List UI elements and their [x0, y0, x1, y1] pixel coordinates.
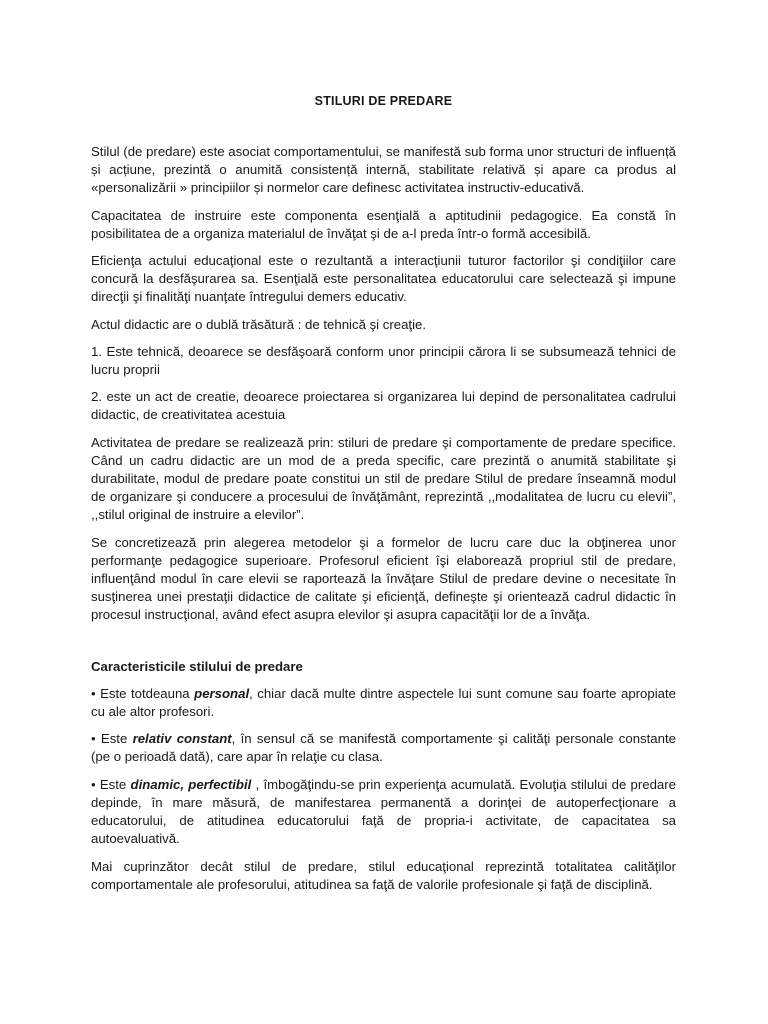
paragraph-point-two: 2. este un act de creatie, deoarece proiectarea si organizarea lui depind de personalitatea cadrului didactic, de creativitatea acestuia: [91, 389, 676, 423]
bullet-suffix: , în sensul că se manifestă comportamente şi calităţi personale constante (pe o perioadă dată), care apar în relaţie cu clasa.: [91, 731, 676, 765]
paragraph-educational-efficiency: Eficienţa actului educaţional este o rezultantă a interacţiunii tuturor factorilor şi condiţiilor care concură la desfăşurarea sa. Esenţială este personalitatea educatorului care selectează şi impune direcţii şi finalităţi nuanţate întregului demers educativ.: [91, 253, 676, 305]
bullet-prefix: • Este: [91, 731, 133, 747]
bullet-emphasis: dinamic, perfectibil: [130, 776, 252, 792]
bullet-suffix: , chiar dacă multe dintre aspectele lui sunt comune sau foarte apropiate cu ale altor profesori.: [91, 685, 676, 720]
bullet-item: [91, 730, 676, 766]
paragraph-point-one: 1. Este tehnică, deoarece se desfăşoară conform unor principii cărora li se subsumează tehnici de lucru proprii: [91, 343, 676, 378]
paragraph-instruction-capacity: Capacitatea de instruire este componenta esenţială a aptitudinii pedagogice. Ea constă în posibilitatea de a organiza materialul de învăţat şi de a-l preda într-o formă accesibilă.: [91, 207, 676, 241]
paragraph-concretization: Se concretizează prin alegerea metodelor şi a formelor de lucru care duc la obţinerea unor performanţe pedagogice superioare. Profesorul eficient îşi elaborează propriul stil de predare, influenţând modul în care elevii se raportează la învăţare Stilul de predare devine o necesitate în susţinerea unei prestaţii didactice de calitate şi eficienţă, defineşte şi orientează cadrul didactic în procesul instrucţional, având efect asupra elevilor şi asupra capacităţii lor de a învăţa.: [91, 534, 676, 623]
bullet-emphasis: relativ constant: [132, 731, 232, 747]
bullet-item: [91, 685, 676, 721]
bullet-suffix: , îmbogăţindu-se prin experienţa acumulată. Evoluţia stilului de predare depinde, în mare măsură, de manifestarea permanentă a dorinţei de autoperfecţionare a educatorului, de atitudinea educatorului faţă de propria-i activitate, de capacitatea sa autoevaluativă.: [91, 776, 676, 847]
paragraph-closing: Mai cuprinzător decât stilul de predare, stilul educaţional reprezintă totalitatea calităţilor comportamentale ale profesorului, atitudinea sa faţă de valorile profesionale şi faţă de disciplină.: [91, 858, 676, 892]
document-page: [91, 92, 676, 903]
bullet-prefix: • Este: [91, 776, 131, 792]
paragraph-style-definition: Stilul (de predare) este asociat comportamentului, se manifestă sub forma unor structuri de influență și acțiune, prezintă o anumită consistență internă, stabilitate relativă și apare ca produs al «personalizării » principiilor și normelor care definesc activitatea instructiv-educativă.: [91, 144, 676, 196]
document-title: STILURI DE PREDARE: [314, 94, 453, 108]
bullet-emphasis: personal: [194, 685, 250, 701]
paragraph-didactic-act: Actul didactic are o dublă trăsătură : de tehnică şi creaţie.: [91, 316, 426, 332]
section-spacer: [91, 634, 676, 658]
bullet-item: [91, 776, 676, 849]
section-heading: Caracteristicile stilului de predare: [91, 658, 303, 674]
paragraph-teaching-activity: Activitatea de predare se realizează prin: stiluri de predare şi comportamente de predare specifice. Când un cadru didactic are un mod de a preda specific, care prezintă o anumită stabilitate şi durabilitate, modul de predare poate constitui un stil de predare Stilul de predare înseamnă modul de organizare şi conducere a procesului de învăţământ, reprezintă ,,modalitatea de lucru cu elevii”, ,,stilul original de instruire a elevilor”.: [91, 434, 676, 523]
bullet-prefix: • Este totdeauna: [91, 685, 195, 701]
